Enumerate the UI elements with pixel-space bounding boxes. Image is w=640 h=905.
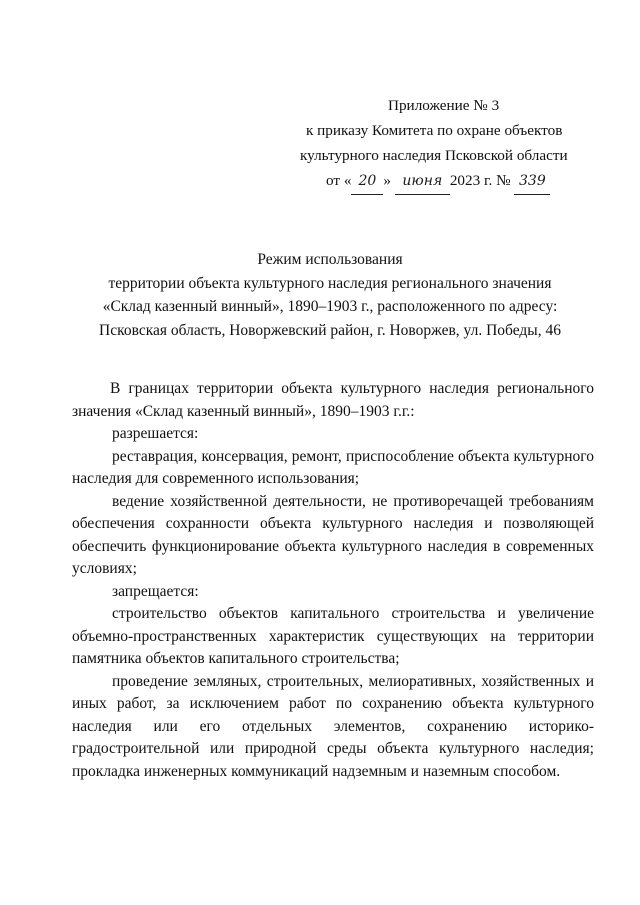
title-line-4: Псковская область, Новоржевский район, г. Новоржев, ул. Победы, 46 xyxy=(99,321,561,339)
date-quote-close: » xyxy=(383,172,392,189)
title-line-3: «Склад казенный винный», 1890–1903 г., расположенного по адресу: xyxy=(102,298,558,315)
title-line-2: территории объекта культурного наследия регионального значения xyxy=(108,274,552,292)
allowed-item-2: ведение хозяйственной деятельности, не противоречащей требованиям обеспечения сохранности объекта культурного наследия и позволяющей обеспечить функционирование объекта культурного наследия в современных условиях; xyxy=(72,492,594,577)
document-body xyxy=(72,378,594,783)
intro-paragraph: В границах территории объекта культурного наследия регионального значения «Склад казенный винный», 1890–1903 г.г.: xyxy=(72,380,594,420)
forbidden-item-1: строительство объектов капитального строительства и увеличение объемно-пространственных характеристик существующих на территории памятника объектов капитального строительства; xyxy=(72,605,594,667)
forbidden-heading: запрещается: xyxy=(112,582,199,600)
handwritten-day: 20 xyxy=(351,169,383,195)
appendix-order-ref: к приказу Комитета по охране объектов xyxy=(306,122,563,139)
title-line-1: Режим использования xyxy=(257,251,403,268)
document-title xyxy=(60,248,600,342)
appendix-number: Приложение № 3 xyxy=(388,97,500,114)
appendix-date-line xyxy=(300,168,600,195)
forbidden-item-2: проведение земляных, строительных, мелиоративных, хозяйственных и иных работ, за исключением работ по сохранению объекта культурного наследия или его отдельных элементов, сохранению историко-градостроительной или природной среды объекта культурного наследия; прокладка инженерных коммуникаций надземным и наземным способом. xyxy=(72,672,594,780)
appendix-header xyxy=(300,93,600,195)
handwritten-order-number: 339 xyxy=(514,169,550,195)
allowed-item-1: реставрация, консервация, ремонт, приспособление объекта культурного наследия для современного использования; xyxy=(72,447,594,487)
handwritten-month: июня xyxy=(395,169,450,195)
date-year: 2023 г. № xyxy=(449,172,511,189)
appendix-committee: культурного наследия Псковской области xyxy=(300,147,568,164)
allowed-heading: разрешается: xyxy=(112,425,199,442)
date-prefix: от « xyxy=(326,172,352,189)
